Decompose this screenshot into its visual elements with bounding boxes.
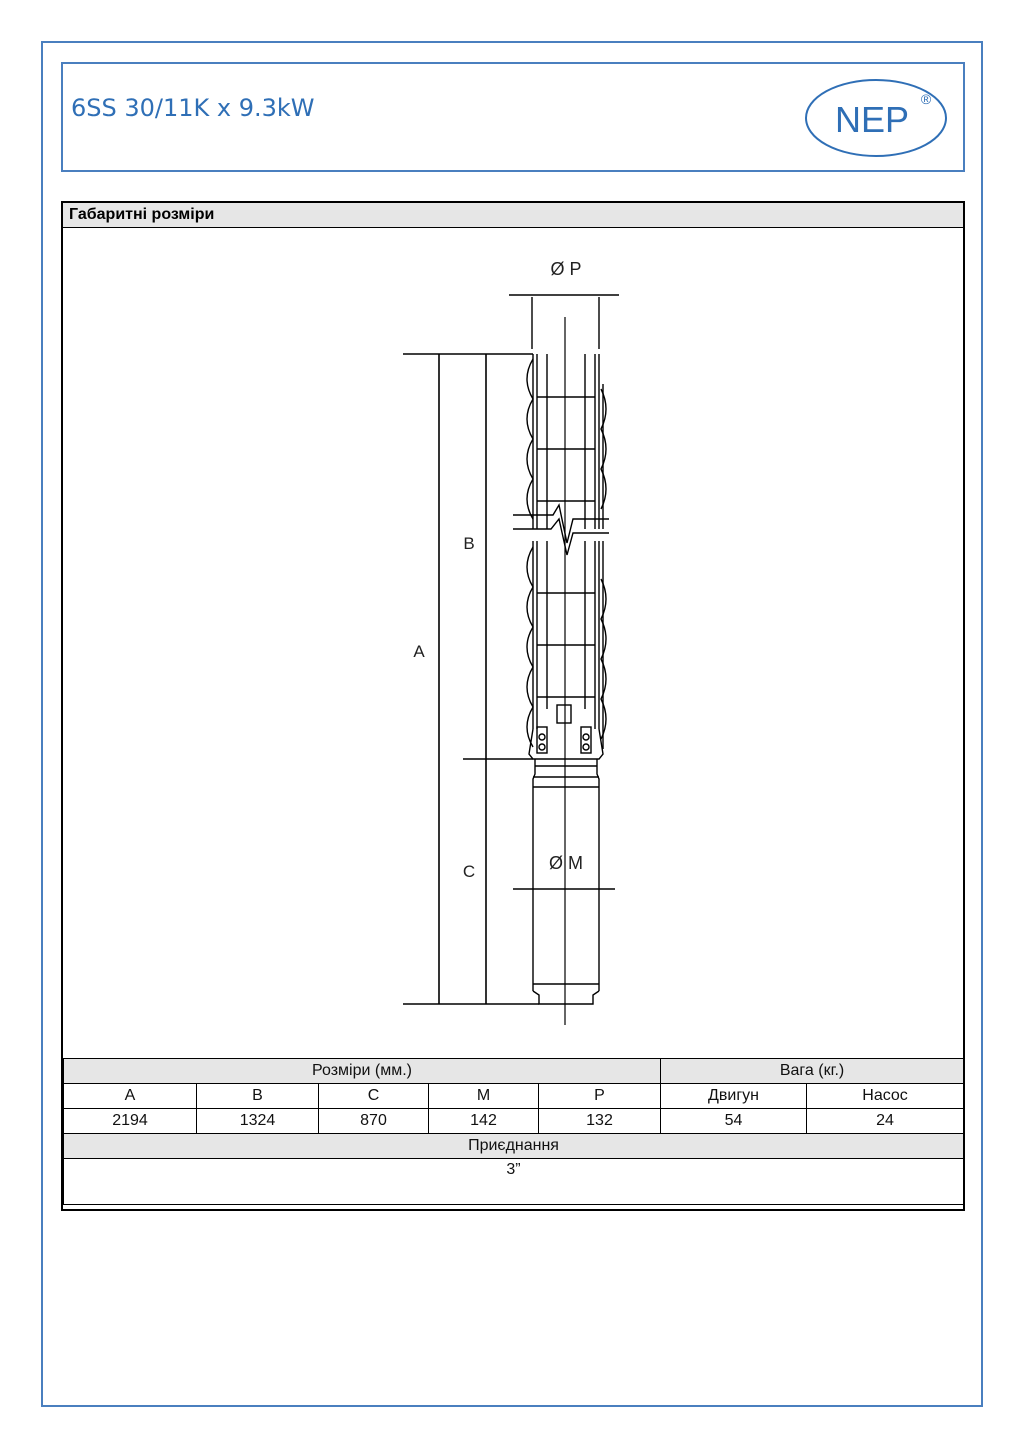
column-header: B <box>197 1084 319 1109</box>
table-cell: 870 <box>319 1109 429 1134</box>
table-cell: 132 <box>539 1109 661 1134</box>
label-c: C <box>462 862 476 881</box>
section-title: Габаритні розміри <box>63 203 963 228</box>
label-b: B <box>463 534 475 553</box>
weight-header: Вага (кг.) <box>661 1059 964 1084</box>
column-header: Двигун <box>661 1084 807 1109</box>
column-header: P <box>539 1084 661 1109</box>
connection-value: 3” <box>64 1159 964 1205</box>
dimensions-section <box>61 201 965 1211</box>
dimensions-header: Розміри (мм.) <box>64 1059 661 1084</box>
column-header-row <box>64 1084 964 1109</box>
column-header: Насос <box>807 1084 964 1109</box>
pump-drawing <box>63 229 963 1059</box>
label-diameter-p: Ø P <box>550 259 582 279</box>
column-header: M <box>429 1084 539 1109</box>
nep-logo <box>804 76 950 160</box>
table-cell: 142 <box>429 1109 539 1134</box>
column-header: A <box>64 1084 197 1109</box>
connection-header: Приєднання <box>64 1134 964 1159</box>
table-cell: 1324 <box>197 1109 319 1134</box>
table-cell: 2194 <box>64 1109 197 1134</box>
column-header: C <box>319 1084 429 1109</box>
label-diameter-m: Ø M <box>549 853 583 873</box>
table-cell: 54 <box>661 1109 807 1134</box>
dimensions-table <box>63 1058 964 1205</box>
registered-mark: ® <box>920 91 932 107</box>
logo-text: NEP <box>834 99 910 140</box>
value-row <box>64 1109 964 1134</box>
table-cell: 24 <box>807 1109 964 1134</box>
header-box <box>61 62 965 172</box>
page-title: 6SS 30/11K x 9.3kW <box>71 94 315 122</box>
label-a: A <box>413 642 425 661</box>
